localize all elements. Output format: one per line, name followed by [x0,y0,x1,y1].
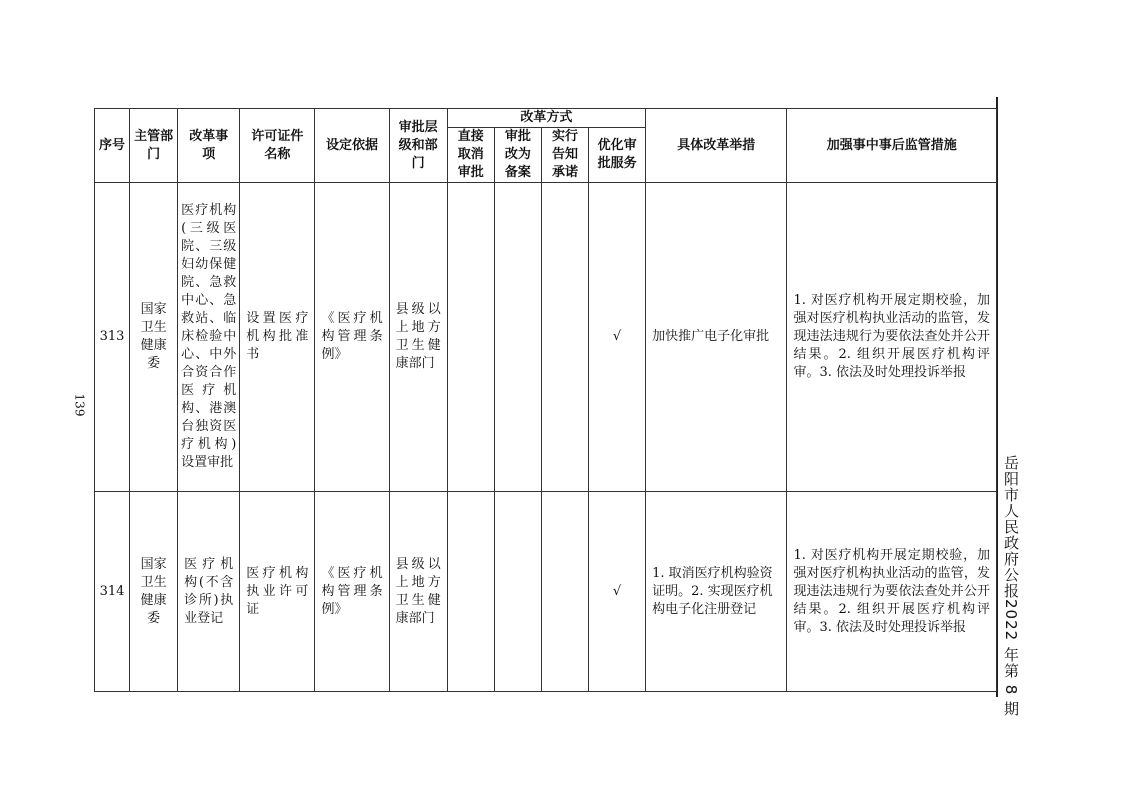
row-mode-optimize: √ [589,492,646,692]
reform-table [94,108,997,692]
header-supervision: 加强事中事后监管措施 [787,109,997,183]
publication-header [1001,455,1022,717]
header-basis: 设定依据 [315,109,389,183]
row-dept: 国家卫生健康委 [130,492,178,692]
table-row [95,183,997,492]
row-measures: 1. 取消医疗机构验资证明。2. 实现医疗机构电子化注册登记 [646,492,787,692]
header-dept: 主管部门 [130,109,178,183]
row-mode-commit [541,492,588,692]
row-basis: 《医疗机构管理条例》 [315,183,389,492]
row-level: 县级以上地方卫生健康部门 [389,492,447,692]
row-mode-optimize: √ [589,183,646,492]
row-mode-record [494,183,541,492]
row-level: 县级以上地方卫生健康部门 [389,183,447,492]
row-mode-commit [541,183,588,492]
header-reform-mode: 改革方式 [447,109,645,128]
header-mode-commit: 实行告知承诺 [541,128,588,183]
header-mode-optimize: 优化审批服务 [589,128,646,183]
row-item: 医疗机构(不含诊所)执业登记 [178,492,240,692]
row-license: 医疗机构执业许可证 [240,492,315,692]
row-supervision: 1. 对医疗机构开展定期校验，加强对医疗机构执业活动的监管，发现违法违规行为要依法查处并公开结果。2. 组织开展医疗机构评审。3. 依法及时处理投诉举报 [787,183,997,492]
table-row [95,492,997,692]
row-basis: 《医疗机构管理条例》 [315,492,389,692]
row-no: 313 [95,183,130,492]
row-no: 314 [95,492,130,692]
row-mode-cancel [447,183,494,492]
row-dept: 国家卫生健康委 [130,183,178,492]
header-measures: 具体改革举措 [646,109,787,183]
row-mode-record [494,492,541,692]
page-number: 139 [72,393,87,417]
row-measures: 加快推广电子化审批 [646,183,787,492]
header-license: 许可证件名称 [240,109,315,183]
header-mode-cancel: 直接取消审批 [447,128,494,183]
row-item: 医疗机构(三级医院、三级妇幼保健院、急救中心、急救站、临床检验中心、中外合资合作医疗机构、港澳台独资医疗机构)设置审批 [178,183,240,492]
header-mode-record: 审批改为备案 [494,128,541,183]
publication-title: 岳阳市人民政府公报 [1002,455,1020,599]
header-level: 审批层级和部门 [389,109,447,183]
header-no: 序号 [95,109,130,183]
header-item: 改革事项 [178,109,240,183]
row-supervision: 1. 对医疗机构开展定期校验，加强对医疗机构执业活动的监管，发现违法违规行为要依法查处并公开结果。2. 组织开展医疗机构评审。3. 依法及时处理投诉举报 [787,492,997,692]
row-license: 设置医疗机构批准书 [240,183,315,492]
publication-issue: 2022 年第 8 期 [1002,599,1020,718]
row-mode-cancel [447,492,494,692]
